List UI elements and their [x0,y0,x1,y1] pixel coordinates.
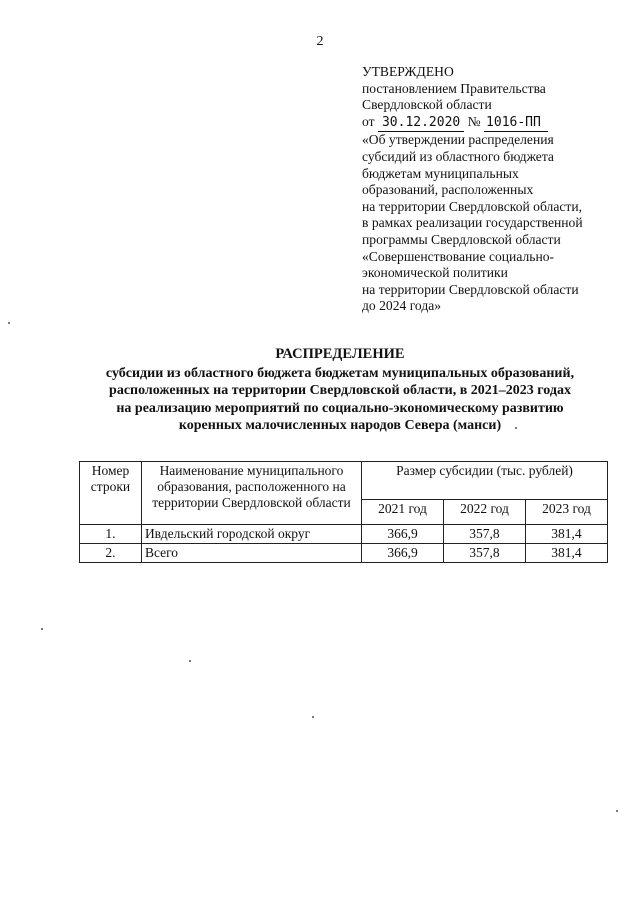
row-value-2023: 381,4 [525,544,607,563]
row-value-2021: 366,9 [362,544,444,563]
approval-title-line: на территории Свердловской области [362,281,579,297]
approval-stamp [362,64,632,315]
scan-speck [515,427,517,429]
header-row-number: Номер строки [80,462,142,525]
scan-speck [616,810,618,812]
approval-title-line: «Совершенствование социально- [362,248,555,264]
row-number: 1. [80,525,142,544]
row-value-2023: 381,4 [525,525,607,544]
approval-title-line: «Об утверждении распределения [362,132,554,148]
approval-title-line: экономической политики [362,265,508,281]
number-prefix: № [467,113,481,129]
heading-line: коренных малочисленных народов Севера (манси) [178,418,502,433]
scan-speck [189,660,191,662]
table-row [80,525,608,544]
header-year-2023: 2023 год [525,500,607,525]
approval-title-line: образований, расположенных [362,182,534,198]
row-municipality: Ивдельский городской округ [141,525,361,544]
approval-date-line [362,114,632,133]
approval-line: УТВЕРЖДЕНО [362,64,454,79]
approval-number: 1016-ПП [484,115,548,133]
approval-line: Свердловской области [362,97,492,113]
header-municipality: Наименование муниципального образования, расположенного на территории Свердловской области [141,462,361,525]
table-row [80,544,608,563]
document-heading [60,346,620,435]
subsidy-table [79,461,608,563]
approval-title-line: в рамках реализации государственной [362,215,583,231]
approval-title-line: программы Свердловской области [362,231,561,247]
scan-speck [8,322,10,324]
heading-line: субсидии из областного бюджета бюджетам муниципальных образований, [105,365,575,381]
row-value-2022: 357,8 [444,525,526,544]
approval-title-line: бюджетам муниципальных [362,165,519,181]
scan-speck [312,716,314,718]
scan-speck [41,628,43,630]
approval-line: постановлением Правительства [362,80,546,96]
date-prefix: от [362,113,375,129]
header-subsidy-size: Размер субсидии (тыс. рублей) [362,462,608,500]
row-number: 2. [80,544,142,563]
approval-title-line: субсидий из областного бюджета [362,148,554,164]
approval-title-line: на территории Свердловской области, [362,198,583,214]
header-year-2022: 2022 год [444,500,526,525]
heading-title: РАСПРЕДЕЛЕНИЕ [275,346,405,362]
approval-date: 30.12.2020 [378,115,464,133]
approval-title-line: до 2024 года» [362,298,442,314]
heading-line: на реализацию мероприятий по социально-экономическому развитию [116,400,564,416]
row-value-2022: 357,8 [444,544,526,563]
row-value-2021: 366,9 [362,525,444,544]
header-year-2021: 2021 год [362,500,444,525]
row-municipality: Всего [141,544,361,563]
page-number: 2 [316,34,324,49]
heading-line: расположенных на территории Свердловской области, в 2021–2023 годах [109,383,571,398]
